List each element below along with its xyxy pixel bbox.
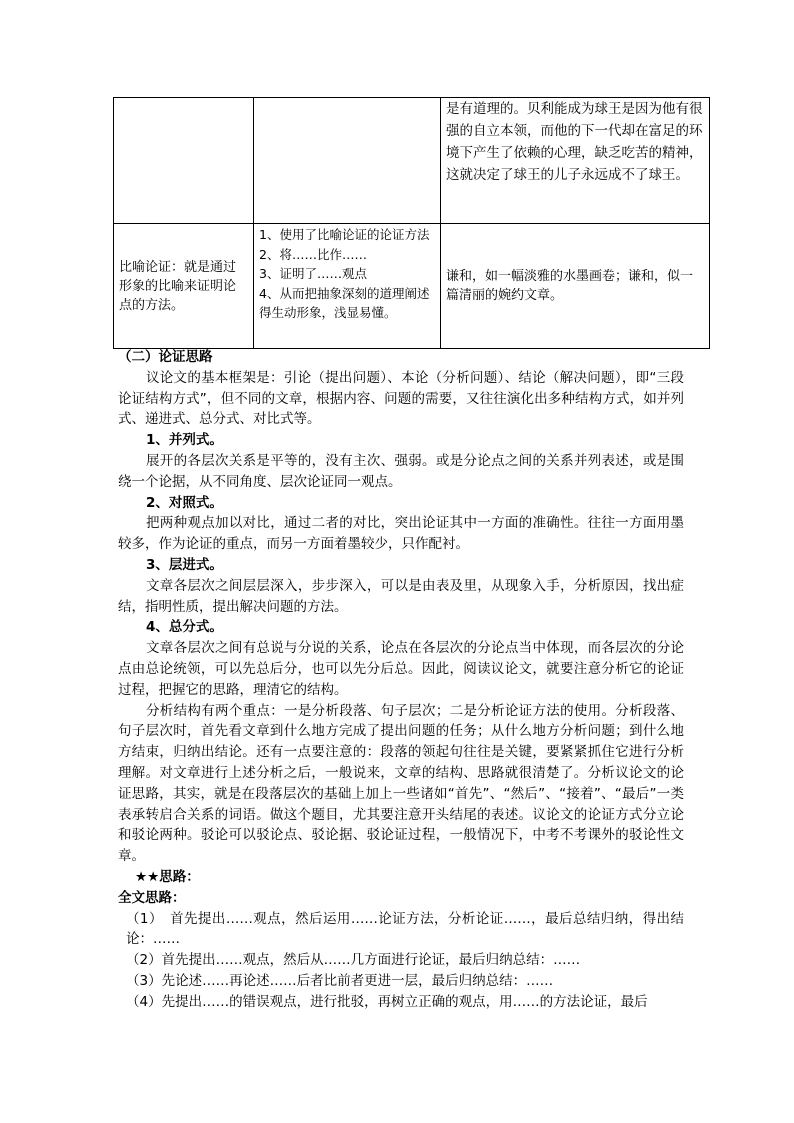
type-heading: 1、并列式。 [146,432,223,449]
table-row [114,98,710,224]
intro-paragraph: 议论文的基本框架是：引论（提出问题）、本论（分析问题）、结论（解决问题），即“三段论证结构方式”，但不同的文章，根据内容、问题的需要，又往往演化出多种结构方式，如并列式、递进式、总分式、对比式等。 [118,369,684,428]
argument-structure-section [118,347,684,1013]
analysis-paragraph: 分析结构有两个重点：一是分析段落、句子层次；二是分析论证方法的使用。分析段落、句子层次时，首先看文章到什么地方完成了提出问题的任务；从什么地方分析问题；到什么地方结束，归纳出结论。还有一点要注意的：段落的领起句往往是关键，要紧紧抓住它进行分析理解。对文章进行上述分析之后，一般说来，文章的结构、思路就很清楚了。分析议论文的论证思路，其实，就是在段落层次的基础上加上一些诸如“首先”、“然后”、“接着”、“最后”一类表承转启合关系的词语。做这个题目，尤其要注意开头结尾的表述。议论文的论证方式分立论和驳论两种。驳论可以驳论点、驳论据、驳论证过程，一般情况下，中考不考课外的驳论性文章。 [118,702,684,865]
table-cell-example: 谦和，如一幅淡雅的水墨画卷；谦和，似一篇清丽的婉约文章。 [441,224,710,349]
table-cell-example: 是有道理的。贝利能成为球王是因为他有很强的自立本领，而他的下一代却在富足的环境下产生了依赖的心理，缺乏吃苦的精神，这就决定了球王的儿子永远成不了球王。 [441,98,710,224]
table-cell-answer-format [254,98,441,224]
type-heading: 3、层进式。 [146,556,223,573]
answer-step: 4、从而把抽象深刻的道理阐述得生动形象，浅显易懂。 [259,285,430,320]
answer-step: 1、使用了比喻论证的论证方法 [259,227,430,242]
type-body: 文章各层次之间有总说与分说的关系，论点在各层次的分论点当中体现，而各层次的分论点由总论统领，可以先总后分，也可以先分后总。因此，阅读议论文，就要注意分析它的论证过程，把握它的思路，理清它的结构。 [118,640,684,698]
type-body: 把两种观点加以对比，通过二者的对比，突出论证其中一方面的准确性。往往一方面用墨较多，作为论证的重点，而另一方面着墨较少，只作配衬。 [118,515,684,553]
answer-step: 2、将……比作…… [259,246,367,262]
table-cell-answer-format [254,224,441,349]
answer-step: 3、证明了……观点 [259,266,367,281]
type-body: 展开的各层次关系是平等的，没有主次、强弱。或是分论点之间的关系并列表述，或是围绕一个论据，从不同角度、层次论证同一观点。 [118,452,684,490]
list-item: （4）先提出……的错误观点，进行批驳，再树立正确的观点，用……的方法论证，最后 [126,993,648,1010]
table-row [114,224,710,349]
argument-methods-table [113,97,710,349]
type-heading: 2、对照式。 [146,494,223,511]
star-heading: ★★思路： [135,868,200,885]
full-text-heading: 全文思路： [118,889,186,906]
list-item: （2）首先提出……观点，然后从……几方面进行论证，最后归纳总结：…… [126,952,581,969]
table-cell-method [114,98,254,224]
type-heading: 4、总分式。 [146,619,223,636]
section-title: （二）论证思路 [118,349,213,365]
list-item: （3）先论述……再论述……后者比前者更进一层，最后归纳总结：…… [126,972,554,989]
list-item: （1） 首先提出……观点，然后运用……论证方法，分析论证……，最后总结归纳，得出结论：…… [126,910,684,948]
table-cell-method: 比喻论证：就是通过形象的比喻来证明论点的方法。 [114,224,254,349]
type-body: 文章各层次之间层层深入，步步深入，可以是由表及里，从现象入手，分析原因，找出症结，指明性质，提出解决问题的方法。 [118,577,684,615]
